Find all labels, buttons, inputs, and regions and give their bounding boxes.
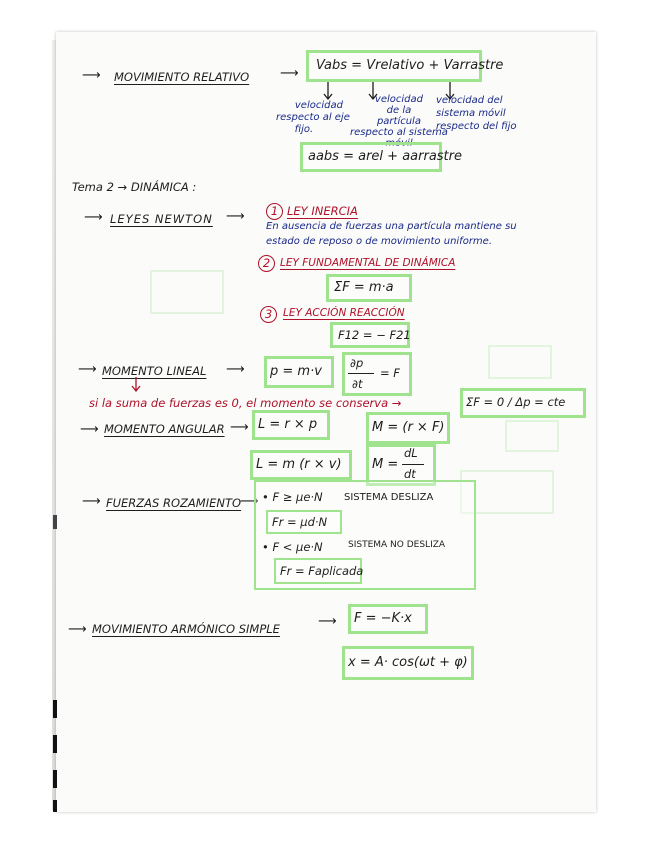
equation: L = r × p (258, 417, 318, 432)
section-arrow: ⟶ (82, 68, 101, 83)
equation: Fr = μd·N (272, 515, 328, 529)
section-heading: MOMENTO ANGULAR (104, 422, 225, 436)
equation-lhs: M = (372, 457, 399, 472)
arrow-down-red (130, 376, 142, 394)
equation: F12 = − F21 (338, 328, 411, 342)
section-arrow: ⟶ (78, 362, 97, 377)
equation: F = −K·x (354, 611, 412, 626)
section-heading: MOMENTO LINEAL (102, 364, 207, 378)
equation-velocity: Vabs = Vrelativo + Varrastre (316, 58, 504, 73)
derivative-rhs: = F (380, 366, 400, 380)
fraction-bar (348, 373, 374, 374)
note-relative: velocidad de la partícula respecto al sistema móvil (350, 94, 448, 149)
equation: ΣF = m·a (334, 280, 394, 295)
arrow: ⟶ (318, 614, 337, 629)
note-arrastre: velocidad del sistema móvil respecto del fijo (436, 95, 517, 132)
equation: Fr = Faplicada (280, 564, 364, 578)
law-text: estado de reposo o de movimiento uniforme. (266, 236, 493, 247)
bleed-through-mark (505, 420, 559, 452)
derivative-numerator: ∂p (350, 356, 364, 370)
arrow: ⟶ (226, 209, 245, 224)
bleed-through-mark (488, 345, 552, 379)
equation: L = m (r × v) (256, 457, 342, 472)
equation: x = A· cos(ωt + φ) (348, 655, 468, 670)
section-heading: MOVIMIENTO RELATIVO (114, 70, 250, 84)
binder-hole (53, 515, 57, 529)
arrow: ⟶ (226, 362, 245, 377)
law-title: LEY INERCIA (287, 204, 358, 218)
law-text: En ausencia de fuerzas una partícula mantiene su (266, 221, 517, 232)
arrow: ⟶ (280, 66, 299, 81)
section-arrow: ⟶ (82, 494, 101, 509)
derivative-denominator: dt (404, 467, 416, 481)
bleed-through-mark (150, 270, 224, 314)
law-title: LEY ACCIÓN REACCIÓN (283, 307, 405, 319)
binder-hole (53, 735, 57, 753)
arrow: ⟶ (230, 420, 249, 435)
law-number-badge: 3 (260, 306, 277, 323)
section-arrow: ⟶ (68, 622, 87, 637)
derivative-numerator: dL (404, 446, 418, 460)
condition-label: SISTEMA DESLIZA (344, 492, 434, 503)
equation-acceleration: aabs = arel + aarrastre (308, 149, 462, 164)
section-heading: MOVIMIENTO ARMÓNICO SIMPLE (92, 622, 280, 636)
binder-hole (53, 800, 57, 812)
fraction-bar (402, 464, 424, 465)
note-absolute: velocidad respecto al eje fijo. (276, 100, 350, 135)
section-arrow: ⟶ (84, 210, 103, 225)
equation-conservation: ΣF = 0 / Δp = cte (466, 395, 566, 409)
law-number-badge: 2 (258, 255, 275, 272)
law-number-badge: 1 (266, 203, 283, 220)
section-heading: FUERZAS ROZAMIENTO (106, 496, 242, 510)
conservation-note: si la suma de fuerzas es 0, el momento se conserva → (89, 396, 402, 410)
condition: • F ≥ μe·N (262, 490, 323, 504)
binder-hole (53, 770, 57, 788)
equation: p = m·v (270, 364, 322, 379)
condition-label: SISTEMA NO DESLIZA (348, 540, 446, 550)
section-heading: LEYES NEWTON (110, 212, 213, 226)
tema-heading: Tema 2 → DINÁMICA : (72, 180, 197, 194)
derivative-denominator: ∂t (352, 377, 363, 391)
condition: • F < μe·N (262, 540, 323, 554)
binder-hole (53, 700, 57, 718)
arrow: ⟶ (240, 494, 259, 509)
equation: M = (r × F) (372, 420, 445, 435)
section-arrow: ⟶ (80, 422, 99, 437)
law-title: LEY FUNDAMENTAL DE DINÁMICA (280, 257, 456, 269)
